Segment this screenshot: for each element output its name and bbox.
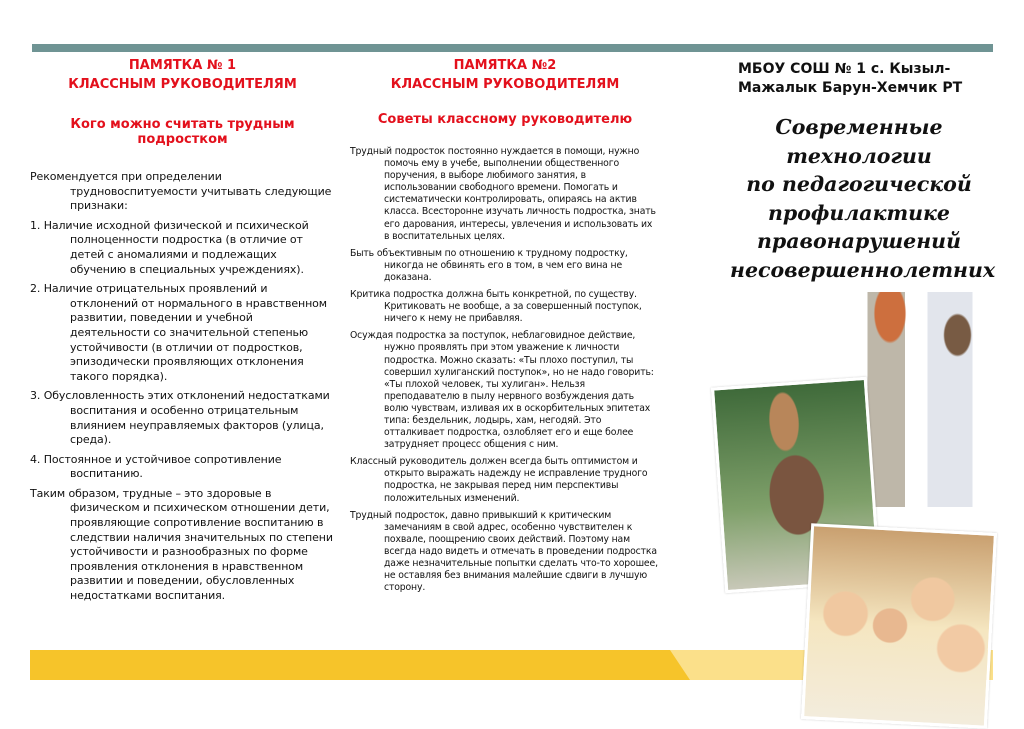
brochure-title — [730, 113, 996, 284]
title-line: Современные — [775, 115, 943, 139]
paragraph: Критика подростка должна быть конкретной, по существу. Критиковать не вообще, а за совершенный поступок, ничего к нему не прибавляя. — [350, 289, 642, 325]
memo-2-subheading: Советы классному руководителю — [377, 112, 633, 127]
title-line: правонарушений — [757, 229, 961, 253]
paragraph: 2. Наличие отрицательных проявлений и отклонений от нормального в нравственном развитии, поведении и учебной деятельности со значительной степенью устойчивости (в отличии от подростков, эпизодически проявляющих отклонения такого порядка). — [30, 282, 328, 383]
photo-smiling-teens — [801, 523, 997, 728]
paragraph: Трудный подросток, давно привыкший к критическим замечаниям в свой адрес, особенно чувствителен к похвале, поощрению своих действий. Поэтому нам всегда надо видеть и отмечать в проведении подростка даже незначительные попытки сделать что-то хорошее, не оставляя без внимания малейшие сдвиги в лучшую сторону. — [350, 509, 658, 594]
memo-2-heading — [350, 56, 660, 94]
memo-2-body — [350, 146, 660, 594]
paragraph: 1. Наличие исходной физической и психической полноценности подростка (в отличие от детей с аномалиями и подлежащих обучению в специальных учреждениях). — [30, 218, 309, 276]
top-divider-bar — [32, 44, 993, 52]
school-name — [738, 60, 988, 98]
memo-2-audience: КЛАССНЫМ РУКОВОДИТЕЛЯМ — [390, 77, 620, 92]
bottom-band-dark — [30, 650, 690, 680]
memo-1-subheading: Кого можно считать трудным подростком — [70, 117, 295, 147]
title-line: по педагогической — [746, 172, 972, 196]
paragraph: Рекомендуется при определении трудновоспитуемости учитывать следующие признаки: — [30, 170, 332, 213]
memo-1-column — [30, 56, 335, 609]
memo-1-audience: КЛАССНЫМ РУКОВОДИТЕЛЯМ — [68, 77, 297, 92]
paragraph: Таким образом, трудные – это здоровые в физическом и психическом отношении дети, проявляющие сопротивление воспитанию в следствии наличия значительных по степени устойчивости и разнообразных по форме проявления отклонения в нравственном развитии и поведении, обусловленных недостатками воспитания. — [30, 486, 333, 603]
memo-2-column — [350, 56, 660, 599]
paragraph: Быть объективным по отношению к трудному подростку, никогда не обвинять его в том, в чем его вина не доказана. — [350, 247, 628, 283]
paragraph: 4. Постоянное и устойчивое сопротивление воспитанию. — [30, 452, 282, 481]
memo-2-title: ПАМЯТКА №2 — [453, 58, 557, 73]
title-line: несовершеннолетних — [730, 257, 996, 282]
cover-column — [730, 60, 996, 284]
school-name-line: Мажалык Барун-Хемчик РТ — [738, 80, 963, 96]
paragraph: Классный руководитель должен всегда быть оптимистом и открыто выражать надежду не исправление трудного подростка, не закрывая перед ним перспективы положительных изменений. — [350, 456, 648, 504]
memo-1-title: ПАМЯТКА № 1 — [128, 58, 237, 73]
paragraph: Осуждая подростка за поступок, неблаговидное действие, нужно проявлять при этом уважение к личности подростка. Можно сказать: «Ты плохо поступил, ты совершил хулиганский поступок», но не надо говорить: «Ты плохой человек, ты хулиган». Нельзя преподавателю в пылу нервного возбуждения дать волю чувствам, изливая их в оскорбительных эпитетах типа: бездельник, лодырь, хам, негодяй. Это отталкивает подростка, озлобляет его и еще более затрудняет процесс общения с ним. — [350, 330, 654, 451]
title-line: технологии — [786, 143, 932, 168]
memo-1-heading — [30, 56, 335, 94]
title-line: профилактике — [768, 200, 950, 225]
memo-1-body — [30, 170, 335, 604]
school-name-line: МБОУ СОШ № 1 с. Кызыл- — [738, 61, 951, 77]
paragraph: Трудный подросток постоянно нуждается в помощи, нужно помочь ему в учебе, выполнении общественного поручения, в выборе любимого занятия, в использовании свободного времени. Помогать и систематически контролировать, опираясь на актив класса. Всесторонне изучать личность подростка, знать его дарования, интересы, увлечения и использовать их в воспитательных целях. — [350, 146, 656, 242]
paragraph: 3. Обусловленность этих отклонений недостатками воспитания и особенно отрицательным влиянием неуправляемых факторов (улица, среда). — [30, 389, 330, 447]
